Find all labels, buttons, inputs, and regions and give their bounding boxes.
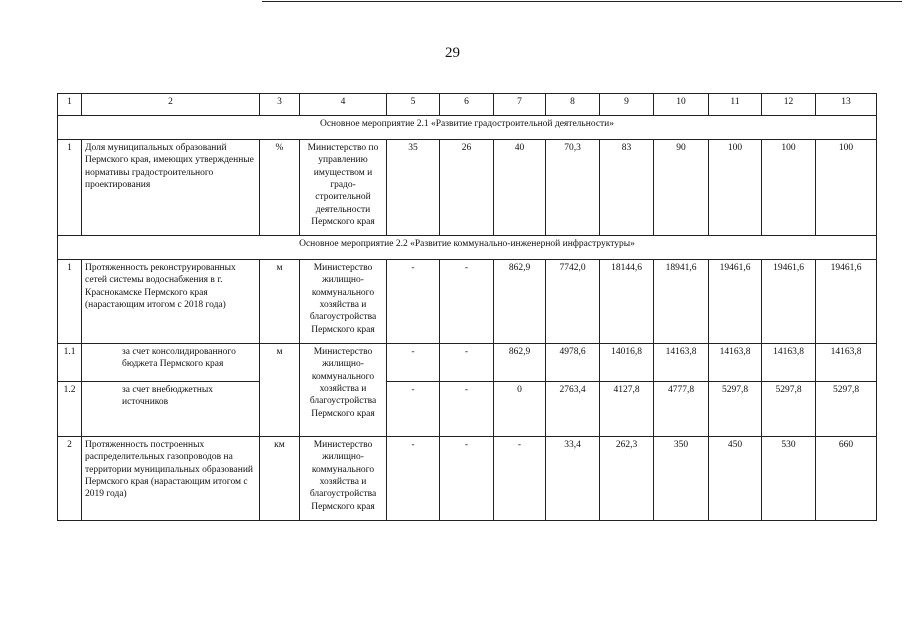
row-number: 1 <box>58 260 82 344</box>
table-row <box>58 344 877 382</box>
section-row <box>58 116 877 140</box>
value-cell: 4978,6 <box>546 344 600 382</box>
value-cell: 33,4 <box>546 437 600 521</box>
value-cell: 18941,6 <box>654 260 709 344</box>
value-cell: 90 <box>654 140 709 236</box>
value-cell: 4777,8 <box>654 382 709 437</box>
header-cell: 8 <box>546 94 600 116</box>
value-cell: 100 <box>762 140 816 236</box>
indicator-name: Протяженность реконструированных сетей системы водоснабжения в г. Краснокамске Пермского края (нарастающим итогом с 2018 года) <box>82 260 260 344</box>
unit-cell: км <box>260 437 300 521</box>
unit-cell: % <box>260 140 300 236</box>
value-cell: 70,3 <box>546 140 600 236</box>
value-cell: 26 <box>440 140 494 236</box>
value-cell: 100 <box>709 140 762 236</box>
value-cell: 14163,8 <box>654 344 709 382</box>
value-cell: 19461,6 <box>709 260 762 344</box>
row-number: 1.1 <box>58 344 82 382</box>
header-cell: 9 <box>600 94 654 116</box>
header-cell: 1 <box>58 94 82 116</box>
indicator-name: Протяженность построенных распределительных газопроводов на территории муниципальных образований Пермского края (нарастающим итогом с 2019 года) <box>82 437 260 521</box>
section-title: Основное мероприятие 2.2 «Развитие коммунально-инженерной инфраструктуры» <box>58 236 877 260</box>
header-row <box>58 94 877 116</box>
top-rule <box>262 1 902 2</box>
value-cell: 2763,4 <box>546 382 600 437</box>
indicator-name: за счет консолидированного бюджета Пермского края <box>82 344 260 382</box>
value-cell: 7742,0 <box>546 260 600 344</box>
value-cell: - <box>440 437 494 521</box>
row-number: 2 <box>58 437 82 521</box>
unit-cell: м <box>260 260 300 344</box>
value-cell: 19461,6 <box>762 260 816 344</box>
header-cell: 12 <box>762 94 816 116</box>
indicator-name: за счет внебюджетных источников <box>82 382 260 437</box>
section-row <box>58 236 877 260</box>
value-cell: 14163,8 <box>816 344 877 382</box>
value-cell: 14163,8 <box>762 344 816 382</box>
value-cell: - <box>387 260 440 344</box>
row-number: 1 <box>58 140 82 236</box>
page-number: 29 <box>445 45 460 61</box>
value-cell: 14163,8 <box>709 344 762 382</box>
indicators-table <box>57 93 877 521</box>
value-cell: 100 <box>816 140 877 236</box>
value-cell: 862,9 <box>494 344 546 382</box>
table-row <box>58 382 877 437</box>
value-cell: 5297,8 <box>709 382 762 437</box>
table-row <box>58 260 877 344</box>
value-cell: 350 <box>654 437 709 521</box>
value-cell: - <box>387 344 440 382</box>
header-cell: 7 <box>494 94 546 116</box>
agency-cell: Министерство по управлению имуществом и градо-строительной деятельности Пермского края <box>300 140 387 236</box>
value-cell: 660 <box>816 437 877 521</box>
indicator-name: Доля муниципальных образований Пермского края, имеющих утвержденные нормативы градостроительного проектирования <box>82 140 260 236</box>
value-cell: 0 <box>494 382 546 437</box>
header-cell: 11 <box>709 94 762 116</box>
header-cell: 10 <box>654 94 709 116</box>
row-number: 1.2 <box>58 382 82 437</box>
section-title: Основное мероприятие 2.1 «Развитие градостроительной деятельности» <box>58 116 877 140</box>
header-cell: 3 <box>260 94 300 116</box>
header-cell: 5 <box>387 94 440 116</box>
value-cell: 18144,6 <box>600 260 654 344</box>
header-cell: 2 <box>82 94 260 116</box>
value-cell: 14016,8 <box>600 344 654 382</box>
value-cell: - <box>387 437 440 521</box>
value-cell: 530 <box>762 437 816 521</box>
value-cell: 19461,6 <box>816 260 877 344</box>
agency-cell: Министерство жилищно-коммунального хозяйства и благоустройства Пермского края <box>300 437 387 521</box>
value-cell: - <box>494 437 546 521</box>
value-cell: 83 <box>600 140 654 236</box>
value-cell: - <box>440 260 494 344</box>
value-cell: 40 <box>494 140 546 236</box>
unit-cell: м <box>260 344 300 437</box>
value-cell: - <box>440 344 494 382</box>
value-cell: 450 <box>709 437 762 521</box>
value-cell: 4127,8 <box>600 382 654 437</box>
agency-cell: Министерство жилищно-коммунального хозяйства и благоустройства Пермского края <box>300 344 387 437</box>
header-cell: 6 <box>440 94 494 116</box>
value-cell: - <box>440 382 494 437</box>
value-cell: 862,9 <box>494 260 546 344</box>
table-row <box>58 437 877 521</box>
header-cell: 4 <box>300 94 387 116</box>
header-cell: 13 <box>816 94 877 116</box>
value-cell: - <box>387 382 440 437</box>
value-cell: 5297,8 <box>816 382 877 437</box>
value-cell: 262,3 <box>600 437 654 521</box>
table-row <box>58 140 877 236</box>
value-cell: 35 <box>387 140 440 236</box>
value-cell: 5297,8 <box>762 382 816 437</box>
agency-cell: Министерство жилищно-коммунального хозяйства и благоустройства Пермского края <box>300 260 387 344</box>
